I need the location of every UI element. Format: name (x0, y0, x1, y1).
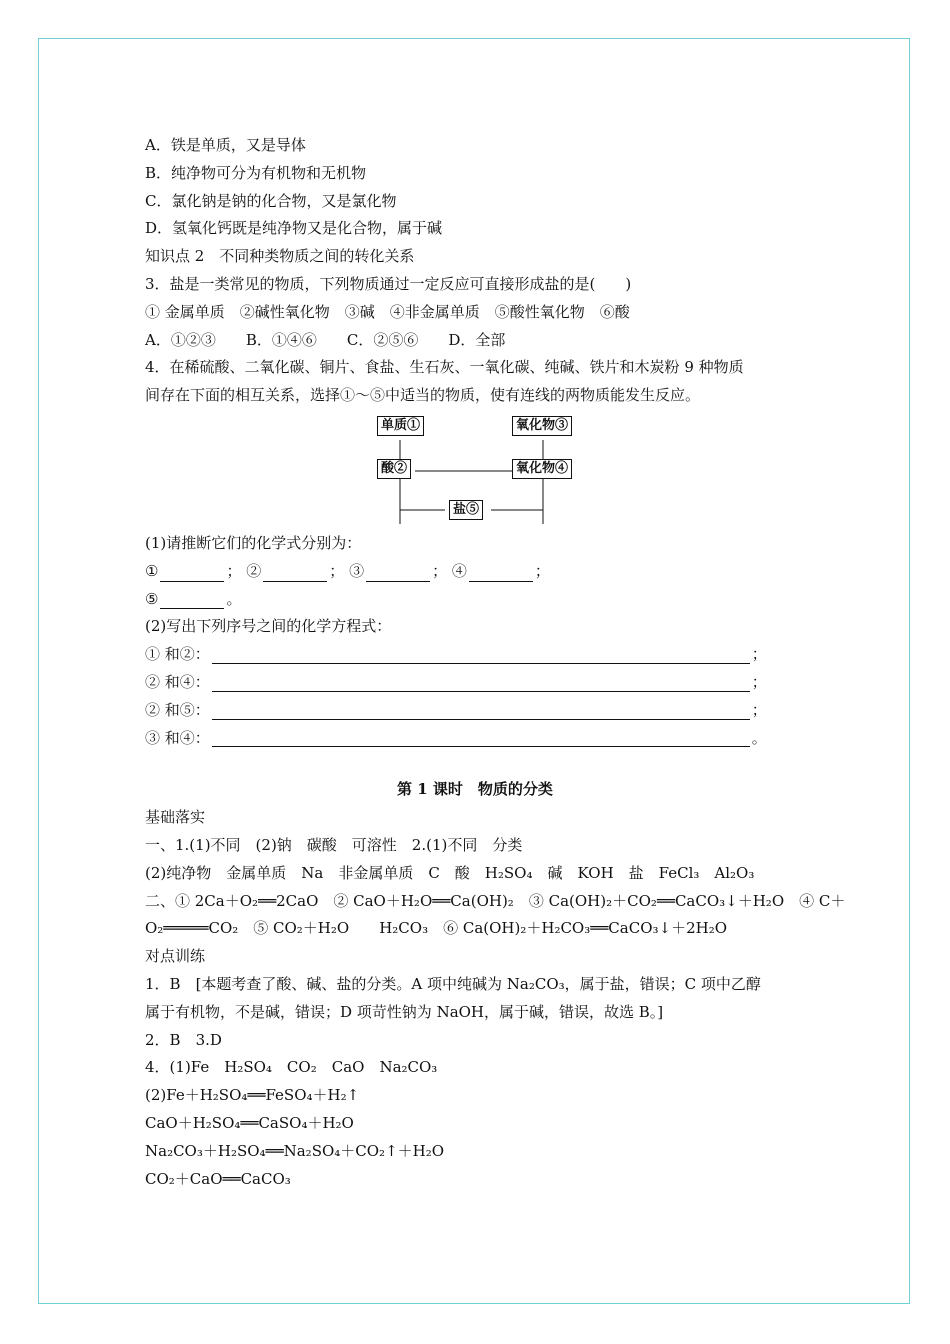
separator: ； (751, 645, 767, 664)
relation-diagram (145, 414, 795, 524)
answer-4-part1: 4．(1)Fe H₂SO₄ CO₂ CaO Na₂CO₃ (145, 1058, 438, 1077)
equation-line (145, 669, 795, 697)
separator: ； (432, 561, 448, 580)
answer-blank[interactable] (366, 565, 430, 582)
option-d: D．氢氧化钙既是纯净物又是化合物，属于碱 (145, 219, 443, 238)
separator: ； (534, 561, 550, 580)
end-mark: 。 (751, 728, 767, 747)
part1-stem: (1)请推断它们的化学式分别为： (145, 533, 362, 552)
answer-line[interactable] (212, 673, 750, 692)
answer-1-line-2: 属于有机物，不是碱，错误；D 项苛性钠为 NaOH，属于碱，错误，故选 B。] (145, 1002, 664, 1021)
separator: ； (751, 700, 767, 719)
blank-label: ④ (451, 561, 467, 580)
blank-label: ⑤ (145, 589, 159, 608)
answer-blank[interactable] (263, 565, 327, 582)
equation-line (145, 641, 795, 669)
equation-line (145, 725, 795, 753)
pair-label: ③ 和④： (145, 728, 210, 747)
answers-line-1: 一、1.(1)不同 (2)钠 碳酸 可溶性 2.(1)不同 分类 (145, 835, 523, 854)
answer-2-3: 2．B 3.D (145, 1030, 222, 1049)
pair-label: ② 和⑤： (145, 700, 210, 719)
separator: ； (329, 561, 345, 580)
pair-label: ② 和④： (145, 672, 210, 691)
answers-basic-heading: 基础落实 (145, 808, 206, 827)
option-b: B．纯净物可分为有机物和无机物 (145, 163, 367, 182)
answer-line[interactable] (212, 728, 750, 747)
answers-line-4: O₂═════CO₂ ⑤ CO₂＋H₂O H₂CO₃ ⑥ Ca(OH)₂＋H₂CO₃══CaCO₃↓＋2H₂O (145, 919, 728, 938)
answer-1-line-1: 1．B [本题考查了酸、碱、盐的分类。A 项中纯碱为 Na₂CO₃，属于盐，错误；C 项中乙醇 (145, 974, 761, 993)
answer-blank[interactable] (160, 592, 224, 609)
section-title: 知识点 2 不同种类物质之间的转化关系 (145, 247, 415, 266)
answer-4-eq4: CO₂＋CaO══CaCO₃ (145, 1169, 291, 1188)
answer-line[interactable] (212, 645, 750, 664)
box-oxide-3: 氧化物③ (512, 416, 572, 436)
q4-stem-1: 4．在稀硫酸、二氧化碳、铜片、食盐、生石灰、一氧化碳、纯碱、铁片和木炭粉 9 种物质 (145, 358, 744, 377)
box-element: 单质① (377, 416, 424, 436)
answers-line-3: 二、① 2Ca＋O₂══2CaO ② CaO＋H₂O══Ca(OH)₂ ③ Ca(OH)₂＋CO₂══CaCO₃↓＋H₂O ④ C＋ (145, 891, 846, 910)
option-a: A．铁是单质，又是导体 (145, 136, 306, 154)
answers-line-2: (2)纯净物 金属单质 Na 非金属单质 C 酸 H₂SO₄ 碱 KOH 盐 FeCl₃ Al₂O₃ (145, 863, 755, 882)
part1-blanks-row2 (145, 586, 795, 614)
separator: ； (226, 561, 242, 580)
box-salt: 盐⑤ (449, 500, 483, 520)
pair-label: ① 和②： (145, 645, 210, 664)
end-mark: 。 (226, 589, 242, 608)
blank-label: ① (145, 561, 159, 580)
q3-items: ① 金属单质 ②碱性氧化物 ③碱 ④非金属单质 ⑤酸性氧化物 ⑥酸 (145, 302, 630, 321)
document-body (145, 132, 846, 1193)
box-acid: 酸② (377, 459, 411, 479)
box-oxide-4: 氧化物④ (512, 459, 572, 479)
q4-stem-2: 间存在下面的相互关系，选择①～⑤中适当的物质，使有连线的两物质能发生反应。 (145, 386, 701, 405)
q3-choices: A．①②③ B．①④⑥ C．②⑤⑥ D．全部 (145, 330, 506, 349)
answer-4-eq2: CaO＋H₂SO₄══CaSO₄＋H₂O (145, 1113, 354, 1132)
blank-label: ③ (349, 561, 365, 580)
separator: ； (751, 672, 767, 691)
option-c: C．氯化钠是钠的化合物，又是氯化物 (145, 191, 397, 210)
answer-line[interactable] (212, 701, 750, 720)
answer-4-eq1: (2)Fe＋H₂SO₄══FeSO₄＋H₂↑ (145, 1086, 360, 1105)
answer-4-eq3: Na₂CO₃＋H₂SO₄══Na₂SO₄＋CO₂↑＋H₂O (145, 1141, 445, 1160)
answer-blank[interactable] (160, 565, 224, 582)
answer-blank[interactable] (469, 565, 533, 582)
part1-blanks-row1 (145, 558, 795, 586)
answers-title: 第 1 课时 物质的分类 (397, 780, 553, 799)
q3-stem: 3．盐是一类常见的物质，下列物质通过一定反应可直接形成盐的是( ) (145, 274, 632, 293)
part2-stem: (2)写出下列序号之间的化学方程式： (145, 617, 392, 636)
answers-practice-heading: 对点训练 (145, 947, 206, 966)
equation-line (145, 697, 795, 725)
blank-label: ② (246, 561, 262, 580)
